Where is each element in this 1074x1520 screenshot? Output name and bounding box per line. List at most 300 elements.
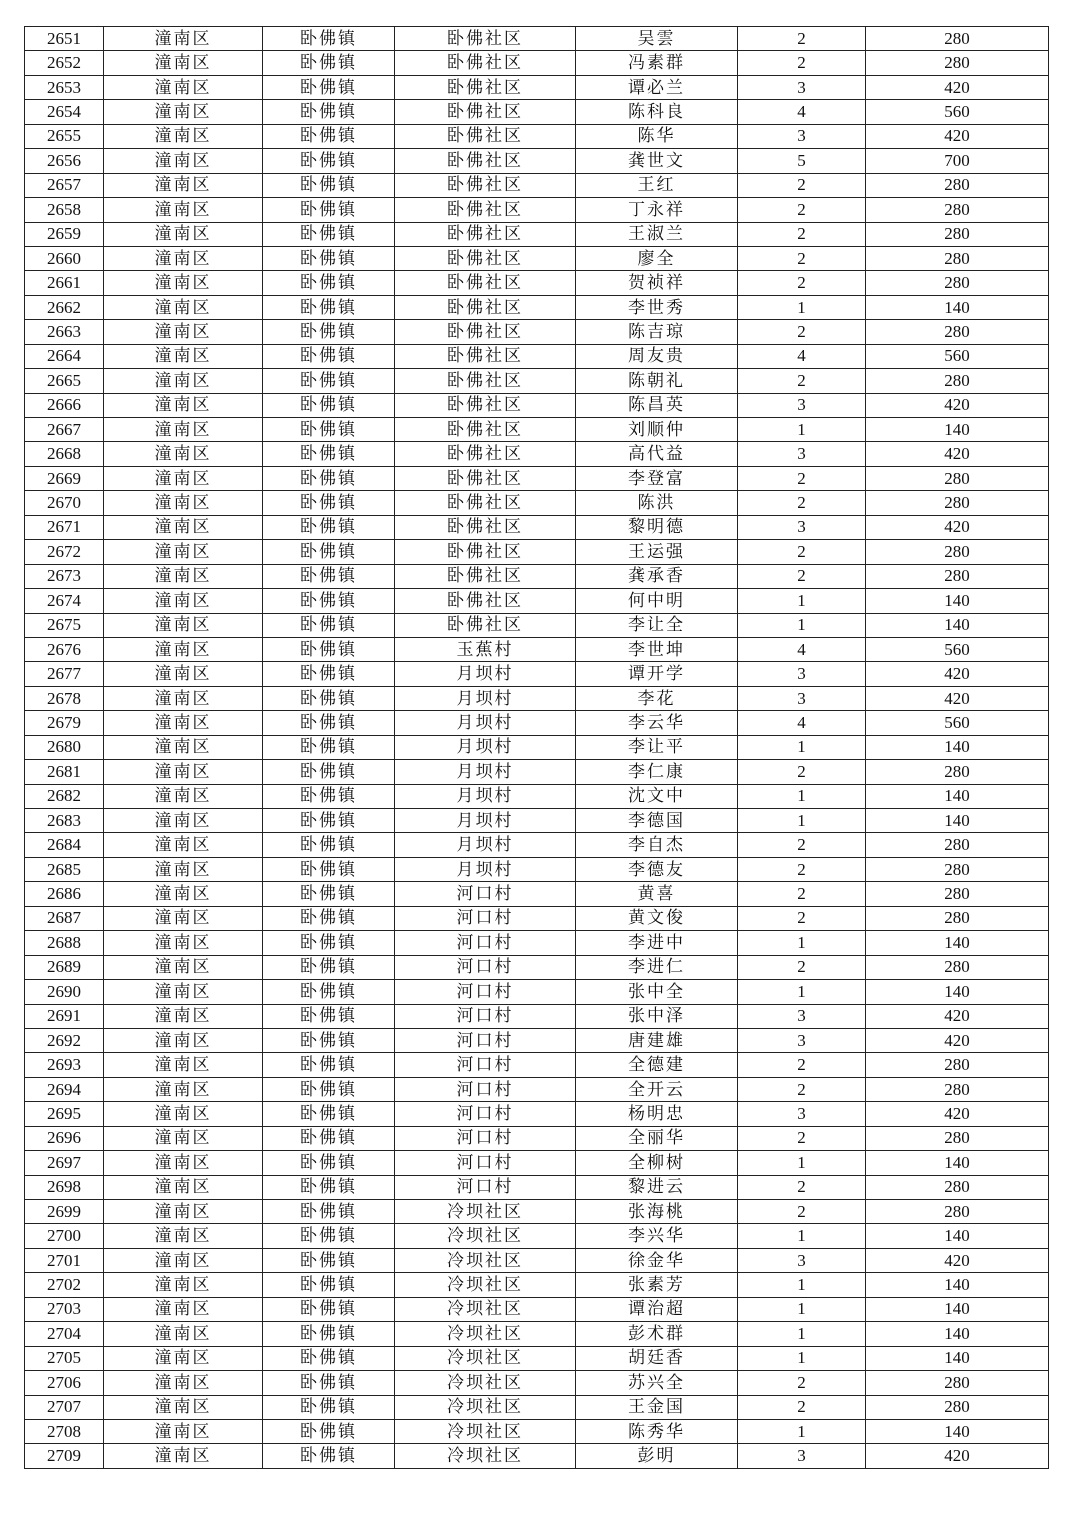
amount-cell: 140 (866, 613, 1049, 637)
table-row (25, 1224, 1049, 1248)
town-cell: 卧佛镇 (263, 980, 395, 1004)
community-cell: 冷坝社区 (395, 1248, 576, 1272)
amount-cell: 280 (866, 320, 1049, 344)
town-cell: 卧佛镇 (263, 320, 395, 344)
name-cell: 龚世文 (576, 149, 738, 173)
name-cell: 徐金华 (576, 1248, 738, 1272)
serial-number-cell: 2673 (25, 564, 104, 588)
name-cell: 张海桃 (576, 1200, 738, 1224)
household-count-cell: 1 (738, 931, 866, 955)
town-cell: 卧佛镇 (263, 589, 395, 613)
amount-cell: 280 (866, 222, 1049, 246)
district-cell: 潼南区 (104, 735, 263, 759)
town-cell: 卧佛镇 (263, 1077, 395, 1101)
household-count-cell: 1 (738, 1273, 866, 1297)
amount-cell: 560 (866, 344, 1049, 368)
amount-cell: 420 (866, 124, 1049, 148)
name-cell: 全丽华 (576, 1126, 738, 1150)
table-row (25, 1273, 1049, 1297)
name-cell: 龚承香 (576, 564, 738, 588)
amount-cell: 280 (866, 882, 1049, 906)
town-cell: 卧佛镇 (263, 711, 395, 735)
serial-number-cell: 2677 (25, 662, 104, 686)
amount-cell: 140 (866, 418, 1049, 442)
community-cell: 卧佛社区 (395, 320, 576, 344)
name-cell: 吴雲 (576, 27, 738, 51)
household-count-cell: 3 (738, 75, 866, 99)
district-cell: 潼南区 (104, 222, 263, 246)
serial-number-cell: 2660 (25, 246, 104, 270)
district-cell: 潼南区 (104, 1200, 263, 1224)
name-cell: 王金国 (576, 1395, 738, 1419)
community-cell: 河口村 (395, 882, 576, 906)
serial-number-cell: 2669 (25, 466, 104, 490)
amount-cell: 420 (866, 1444, 1049, 1468)
community-cell: 河口村 (395, 1175, 576, 1199)
town-cell: 卧佛镇 (263, 735, 395, 759)
table-row (25, 637, 1049, 661)
amount-cell: 280 (866, 51, 1049, 75)
town-cell: 卧佛镇 (263, 466, 395, 490)
serial-number-cell: 2685 (25, 857, 104, 881)
town-cell: 卧佛镇 (263, 662, 395, 686)
table-row (25, 1419, 1049, 1443)
town-cell: 卧佛镇 (263, 613, 395, 637)
community-cell: 河口村 (395, 1053, 576, 1077)
household-count-cell: 1 (738, 589, 866, 613)
serial-number-cell: 2656 (25, 149, 104, 173)
serial-number-cell: 2658 (25, 198, 104, 222)
household-count-cell: 2 (738, 955, 866, 979)
serial-number-cell: 2701 (25, 1248, 104, 1272)
town-cell: 卧佛镇 (263, 149, 395, 173)
town-cell: 卧佛镇 (263, 760, 395, 784)
name-cell: 陈朝礼 (576, 369, 738, 393)
town-cell: 卧佛镇 (263, 515, 395, 539)
serial-number-cell: 2659 (25, 222, 104, 246)
district-cell: 潼南区 (104, 442, 263, 466)
amount-cell: 420 (866, 1004, 1049, 1028)
community-cell: 卧佛社区 (395, 613, 576, 637)
serial-number-cell: 2657 (25, 173, 104, 197)
table-row (25, 149, 1049, 173)
name-cell: 谭必兰 (576, 75, 738, 99)
household-count-cell: 1 (738, 735, 866, 759)
name-cell: 唐建雄 (576, 1028, 738, 1052)
district-cell: 潼南区 (104, 124, 263, 148)
name-cell: 苏兴全 (576, 1371, 738, 1395)
household-count-cell: 2 (738, 198, 866, 222)
district-cell: 潼南区 (104, 1175, 263, 1199)
district-cell: 潼南区 (104, 955, 263, 979)
town-cell: 卧佛镇 (263, 1419, 395, 1443)
table-row (25, 1126, 1049, 1150)
serial-number-cell: 2674 (25, 589, 104, 613)
table-row (25, 686, 1049, 710)
town-cell: 卧佛镇 (263, 1297, 395, 1321)
table-row (25, 1444, 1049, 1468)
table-row (25, 1371, 1049, 1395)
household-count-cell: 1 (738, 809, 866, 833)
district-cell: 潼南区 (104, 980, 263, 1004)
name-cell: 张素芳 (576, 1273, 738, 1297)
name-cell: 刘顺仲 (576, 418, 738, 442)
district-cell: 潼南区 (104, 271, 263, 295)
town-cell: 卧佛镇 (263, 1273, 395, 1297)
household-count-cell: 5 (738, 149, 866, 173)
amount-cell: 280 (866, 173, 1049, 197)
name-cell: 王运强 (576, 540, 738, 564)
table-row (25, 1322, 1049, 1346)
community-cell: 冷坝社区 (395, 1444, 576, 1468)
serial-number-cell: 2683 (25, 809, 104, 833)
town-cell: 卧佛镇 (263, 784, 395, 808)
serial-number-cell: 2672 (25, 540, 104, 564)
serial-number-cell: 2697 (25, 1151, 104, 1175)
household-count-cell: 3 (738, 1248, 866, 1272)
name-cell: 全开云 (576, 1077, 738, 1101)
serial-number-cell: 2689 (25, 955, 104, 979)
community-cell: 卧佛社区 (395, 393, 576, 417)
serial-number-cell: 2665 (25, 369, 104, 393)
amount-cell: 280 (866, 198, 1049, 222)
community-cell: 冷坝社区 (395, 1346, 576, 1370)
amount-cell: 140 (866, 1322, 1049, 1346)
district-cell: 潼南区 (104, 613, 263, 637)
name-cell: 李世坤 (576, 637, 738, 661)
name-cell: 李登富 (576, 466, 738, 490)
community-cell: 卧佛社区 (395, 540, 576, 564)
community-cell: 卧佛社区 (395, 564, 576, 588)
name-cell: 周友贵 (576, 344, 738, 368)
town-cell: 卧佛镇 (263, 906, 395, 930)
community-cell: 河口村 (395, 1102, 576, 1126)
community-cell: 卧佛社区 (395, 271, 576, 295)
table-row (25, 222, 1049, 246)
district-cell: 潼南区 (104, 784, 263, 808)
community-cell: 卧佛社区 (395, 173, 576, 197)
amount-cell: 280 (866, 1053, 1049, 1077)
household-count-cell: 2 (738, 222, 866, 246)
name-cell: 谭治超 (576, 1297, 738, 1321)
household-count-cell: 2 (738, 906, 866, 930)
district-cell: 潼南区 (104, 833, 263, 857)
town-cell: 卧佛镇 (263, 833, 395, 857)
serial-number-cell: 2670 (25, 491, 104, 515)
table-row (25, 662, 1049, 686)
town-cell: 卧佛镇 (263, 955, 395, 979)
name-cell: 李让平 (576, 735, 738, 759)
district-cell: 潼南区 (104, 686, 263, 710)
name-cell: 彭明 (576, 1444, 738, 1468)
district-cell: 潼南区 (104, 1346, 263, 1370)
district-cell: 潼南区 (104, 100, 263, 124)
serial-number-cell: 2668 (25, 442, 104, 466)
town-cell: 卧佛镇 (263, 564, 395, 588)
community-cell: 河口村 (395, 1151, 576, 1175)
amount-cell: 420 (866, 686, 1049, 710)
town-cell: 卧佛镇 (263, 1200, 395, 1224)
community-cell: 卧佛社区 (395, 515, 576, 539)
serial-number-cell: 2675 (25, 613, 104, 637)
table-row (25, 980, 1049, 1004)
town-cell: 卧佛镇 (263, 1151, 395, 1175)
serial-number-cell: 2653 (25, 75, 104, 99)
district-cell: 潼南区 (104, 1395, 263, 1419)
town-cell: 卧佛镇 (263, 1102, 395, 1126)
town-cell: 卧佛镇 (263, 1126, 395, 1150)
serial-number-cell: 2655 (25, 124, 104, 148)
community-cell: 卧佛社区 (395, 246, 576, 270)
name-cell: 全柳树 (576, 1151, 738, 1175)
table-row (25, 198, 1049, 222)
household-count-cell: 4 (738, 100, 866, 124)
roster-table (24, 26, 1049, 1469)
amount-cell: 280 (866, 564, 1049, 588)
district-cell: 潼南区 (104, 344, 263, 368)
district-cell: 潼南区 (104, 1297, 263, 1321)
amount-cell: 140 (866, 1419, 1049, 1443)
district-cell: 潼南区 (104, 515, 263, 539)
community-cell: 月坝村 (395, 711, 576, 735)
community-cell: 月坝村 (395, 662, 576, 686)
serial-number-cell: 2699 (25, 1200, 104, 1224)
district-cell: 潼南区 (104, 711, 263, 735)
household-count-cell: 2 (738, 271, 866, 295)
table-row (25, 735, 1049, 759)
serial-number-cell: 2687 (25, 906, 104, 930)
table-row (25, 1028, 1049, 1052)
name-cell: 李花 (576, 686, 738, 710)
table-row (25, 246, 1049, 270)
community-cell: 卧佛社区 (395, 198, 576, 222)
district-cell: 潼南区 (104, 857, 263, 881)
district-cell: 潼南区 (104, 809, 263, 833)
amount-cell: 280 (866, 760, 1049, 784)
amount-cell: 280 (866, 1077, 1049, 1101)
name-cell: 李进中 (576, 931, 738, 955)
amount-cell: 280 (866, 271, 1049, 295)
serial-number-cell: 2694 (25, 1077, 104, 1101)
household-count-cell: 3 (738, 1102, 866, 1126)
town-cell: 卧佛镇 (263, 198, 395, 222)
name-cell: 李德国 (576, 809, 738, 833)
community-cell: 卧佛社区 (395, 295, 576, 319)
name-cell: 陈吉琼 (576, 320, 738, 344)
district-cell: 潼南区 (104, 173, 263, 197)
household-count-cell: 3 (738, 686, 866, 710)
district-cell: 潼南区 (104, 1444, 263, 1468)
household-count-cell: 2 (738, 1126, 866, 1150)
name-cell: 黄文俊 (576, 906, 738, 930)
name-cell: 谭开学 (576, 662, 738, 686)
name-cell: 王红 (576, 173, 738, 197)
household-count-cell: 1 (738, 1346, 866, 1370)
community-cell: 河口村 (395, 906, 576, 930)
serial-number-cell: 2682 (25, 784, 104, 808)
community-cell: 卧佛社区 (395, 75, 576, 99)
town-cell: 卧佛镇 (263, 173, 395, 197)
table-row (25, 1297, 1049, 1321)
table-row (25, 784, 1049, 808)
district-cell: 潼南区 (104, 662, 263, 686)
town-cell: 卧佛镇 (263, 246, 395, 270)
table-row (25, 1175, 1049, 1199)
name-cell: 王淑兰 (576, 222, 738, 246)
community-cell: 卧佛社区 (395, 100, 576, 124)
community-cell: 卧佛社区 (395, 369, 576, 393)
town-cell: 卧佛镇 (263, 1395, 395, 1419)
town-cell: 卧佛镇 (263, 51, 395, 75)
amount-cell: 280 (866, 466, 1049, 490)
amount-cell: 560 (866, 637, 1049, 661)
town-cell: 卧佛镇 (263, 393, 395, 417)
household-count-cell: 2 (738, 1395, 866, 1419)
town-cell: 卧佛镇 (263, 809, 395, 833)
table-row (25, 1200, 1049, 1224)
household-count-cell: 2 (738, 1175, 866, 1199)
district-cell: 潼南区 (104, 589, 263, 613)
district-cell: 潼南区 (104, 246, 263, 270)
household-count-cell: 4 (738, 637, 866, 661)
community-cell: 河口村 (395, 1028, 576, 1052)
community-cell: 卧佛社区 (395, 491, 576, 515)
town-cell: 卧佛镇 (263, 491, 395, 515)
table-row (25, 369, 1049, 393)
serial-number-cell: 2706 (25, 1371, 104, 1395)
amount-cell: 280 (866, 369, 1049, 393)
table-row (25, 295, 1049, 319)
household-count-cell: 2 (738, 320, 866, 344)
amount-cell: 280 (866, 1200, 1049, 1224)
town-cell: 卧佛镇 (263, 100, 395, 124)
name-cell: 陈科良 (576, 100, 738, 124)
serial-number-cell: 2691 (25, 1004, 104, 1028)
household-count-cell: 2 (738, 173, 866, 197)
town-cell: 卧佛镇 (263, 1371, 395, 1395)
household-count-cell: 2 (738, 540, 866, 564)
community-cell: 河口村 (395, 1004, 576, 1028)
table-row (25, 271, 1049, 295)
household-count-cell: 2 (738, 369, 866, 393)
district-cell: 潼南区 (104, 1248, 263, 1272)
community-cell: 冷坝社区 (395, 1419, 576, 1443)
town-cell: 卧佛镇 (263, 1322, 395, 1346)
household-count-cell: 1 (738, 1224, 866, 1248)
amount-cell: 140 (866, 295, 1049, 319)
district-cell: 潼南区 (104, 1028, 263, 1052)
district-cell: 潼南区 (104, 51, 263, 75)
district-cell: 潼南区 (104, 369, 263, 393)
town-cell: 卧佛镇 (263, 75, 395, 99)
household-count-cell: 1 (738, 295, 866, 319)
town-cell: 卧佛镇 (263, 1053, 395, 1077)
name-cell: 胡廷香 (576, 1346, 738, 1370)
household-count-cell: 3 (738, 1444, 866, 1468)
amount-cell: 280 (866, 833, 1049, 857)
household-count-cell: 2 (738, 1371, 866, 1395)
district-cell: 潼南区 (104, 393, 263, 417)
name-cell: 李云华 (576, 711, 738, 735)
amount-cell: 280 (866, 906, 1049, 930)
name-cell: 廖全 (576, 246, 738, 270)
community-cell: 月坝村 (395, 760, 576, 784)
serial-number-cell: 2707 (25, 1395, 104, 1419)
name-cell: 沈文中 (576, 784, 738, 808)
serial-number-cell: 2690 (25, 980, 104, 1004)
table-row (25, 1346, 1049, 1370)
serial-number-cell: 2704 (25, 1322, 104, 1346)
household-count-cell: 1 (738, 613, 866, 637)
serial-number-cell: 2681 (25, 760, 104, 784)
town-cell: 卧佛镇 (263, 1346, 395, 1370)
amount-cell: 420 (866, 1248, 1049, 1272)
household-count-cell: 3 (738, 515, 866, 539)
name-cell: 彭术群 (576, 1322, 738, 1346)
table-row (25, 833, 1049, 857)
town-cell: 卧佛镇 (263, 369, 395, 393)
serial-number-cell: 2676 (25, 637, 104, 661)
serial-number-cell: 2654 (25, 100, 104, 124)
amount-cell: 420 (866, 1102, 1049, 1126)
household-count-cell: 4 (738, 711, 866, 735)
household-count-cell: 2 (738, 1053, 866, 1077)
town-cell: 卧佛镇 (263, 418, 395, 442)
amount-cell: 420 (866, 393, 1049, 417)
table-row (25, 809, 1049, 833)
name-cell: 李兴华 (576, 1224, 738, 1248)
amount-cell: 280 (866, 246, 1049, 270)
serial-number-cell: 2692 (25, 1028, 104, 1052)
name-cell: 杨明忠 (576, 1102, 738, 1126)
community-cell: 河口村 (395, 955, 576, 979)
amount-cell: 140 (866, 589, 1049, 613)
town-cell: 卧佛镇 (263, 27, 395, 51)
serial-number-cell: 2671 (25, 515, 104, 539)
name-cell: 李世秀 (576, 295, 738, 319)
household-count-cell: 1 (738, 1322, 866, 1346)
household-count-cell: 2 (738, 51, 866, 75)
household-count-cell: 1 (738, 1419, 866, 1443)
district-cell: 潼南区 (104, 491, 263, 515)
district-cell: 潼南区 (104, 1371, 263, 1395)
town-cell: 卧佛镇 (263, 931, 395, 955)
table-row (25, 564, 1049, 588)
community-cell: 月坝村 (395, 784, 576, 808)
table-row (25, 466, 1049, 490)
district-cell: 潼南区 (104, 295, 263, 319)
town-cell: 卧佛镇 (263, 1004, 395, 1028)
district-cell: 潼南区 (104, 1004, 263, 1028)
household-count-cell: 2 (738, 466, 866, 490)
amount-cell: 420 (866, 442, 1049, 466)
household-count-cell: 3 (738, 393, 866, 417)
community-cell: 卧佛社区 (395, 589, 576, 613)
amount-cell: 280 (866, 1395, 1049, 1419)
amount-cell: 560 (866, 100, 1049, 124)
district-cell: 潼南区 (104, 466, 263, 490)
town-cell: 卧佛镇 (263, 1028, 395, 1052)
name-cell: 黎进云 (576, 1175, 738, 1199)
household-count-cell: 2 (738, 564, 866, 588)
amount-cell: 280 (866, 1371, 1049, 1395)
community-cell: 卧佛社区 (395, 149, 576, 173)
district-cell: 潼南区 (104, 198, 263, 222)
district-cell: 潼南区 (104, 149, 263, 173)
table-row (25, 27, 1049, 51)
serial-number-cell: 2686 (25, 882, 104, 906)
community-cell: 卧佛社区 (395, 222, 576, 246)
